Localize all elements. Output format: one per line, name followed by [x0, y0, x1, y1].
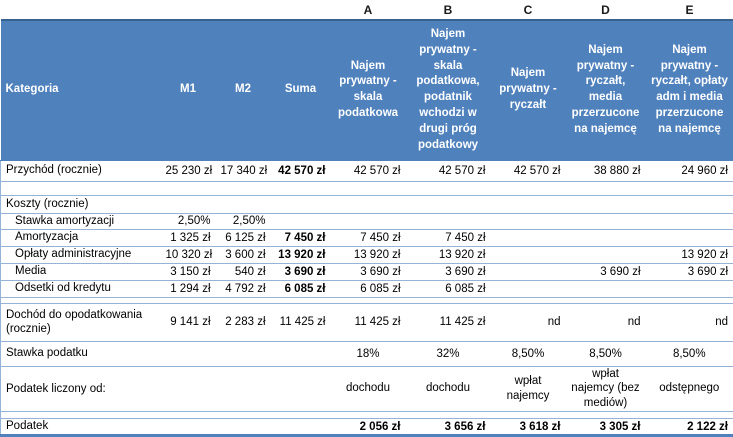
table-row-oplaty-administracyjne [1, 246, 733, 263]
cell-podatek-suma[interactable] [271, 419, 331, 436]
cell-stawka-amortyzacji-c[interactable] [491, 213, 566, 229]
cell-podatek-liczony-od-a[interactable]: dochodu [331, 366, 406, 412]
cell-stawka-podatku-a[interactable]: 18% [331, 341, 406, 366]
cell-koszty-c[interactable] [491, 195, 566, 213]
cell-stawka-podatku-b[interactable]: 32% [406, 341, 491, 366]
cell-odsetki-od-kredytu-b[interactable]: 6 085 zł [406, 280, 491, 297]
header-suma[interactable]: Suma [271, 20, 331, 160]
header-scenario-d[interactable]: Najem prywatny - ryczałt, media przerzucone na najemcę [566, 20, 646, 160]
cell-dochod-do-opodatkowania-m1[interactable]: 9 141 zł [161, 303, 216, 341]
cell-amortyzacja-d[interactable] [566, 229, 646, 246]
cell-przychod-m1[interactable]: 25 230 zł [161, 160, 216, 181]
cell-podatek-liczony-od-b[interactable]: dochodu [406, 366, 491, 412]
cell-podatek-a[interactable]: 2 056 zł [331, 419, 406, 436]
header-scenario-b[interactable]: Najem prywatny - skala podatkowa, podatnik wchodzi w drugi próg podatkowy [406, 20, 491, 160]
cell-odsetki-od-kredytu-suma[interactable]: 6 085 zł [271, 280, 331, 297]
table-row-podatek [1, 419, 733, 436]
table-row-spacer-3 [1, 412, 733, 419]
cell-koszty-suma[interactable] [271, 195, 331, 213]
cell-amortyzacja-m1[interactable]: 1 325 zł [161, 229, 216, 246]
row-label-amortyzacja[interactable]: Amortyzacja [1, 229, 161, 246]
cell-dochod-do-opodatkowania-b[interactable]: 11 425 zł [406, 303, 491, 341]
table-row-dochod-do-opodatkowania [1, 303, 733, 341]
cell-koszty-m2[interactable] [216, 195, 271, 213]
row-label-przychod[interactable]: Przychód (rocznie) [1, 160, 161, 181]
cell-koszty-d[interactable] [566, 195, 646, 213]
column-letters-row [1, 0, 733, 20]
cell-stawka-podatku-d[interactable]: 8,50% [566, 341, 646, 366]
empty-cell-spacer-1-4[interactable] [331, 181, 406, 195]
cell-podatek-b[interactable]: 3 656 zł [406, 419, 491, 436]
header-scenario-a[interactable]: Najem prywatny - skala podatkowa [331, 20, 406, 160]
empty-cell-spacer-3-3[interactable] [271, 412, 331, 419]
cell-media-m2[interactable]: 540 zł [216, 263, 271, 280]
empty-cell-spacer-1-3[interactable] [271, 181, 331, 195]
empty-cell-spacer-3-5[interactable] [406, 412, 491, 419]
cell-przychod-m2[interactable]: 17 340 zł [216, 160, 271, 181]
cell-media-suma[interactable]: 3 690 zł [271, 263, 331, 280]
column-letter-e[interactable]: E [646, 0, 733, 20]
column-letter-d[interactable]: D [566, 0, 646, 20]
row-label-oplaty-administracyjne[interactable]: Opłaty administracyjne [1, 246, 161, 263]
table-row-stawka-podatku [1, 341, 733, 366]
header-m2[interactable]: M2 [216, 20, 271, 160]
cell-podatek-m1[interactable] [161, 419, 216, 436]
empty-cell-spacer-3-0[interactable] [1, 412, 161, 419]
empty-cell-spacer-1-0[interactable] [1, 181, 161, 195]
empty-cell-spacer-3-7[interactable] [566, 412, 646, 419]
cell-stawka-podatku-c[interactable]: 8,50% [491, 341, 566, 366]
cell-amortyzacja-a[interactable]: 7 450 zł [331, 229, 406, 246]
cell-amortyzacja-m2[interactable]: 6 125 zł [216, 229, 271, 246]
cell-koszty-b[interactable] [406, 195, 491, 213]
table-row-media [1, 263, 733, 280]
cell-koszty-a[interactable] [331, 195, 406, 213]
cell-media-a[interactable]: 3 690 zł [331, 263, 406, 280]
empty-cell-spacer-3-4[interactable] [331, 412, 406, 419]
table-header-row [1, 20, 733, 160]
column-letter-spacer [216, 0, 271, 20]
empty-cell-spacer-3-6[interactable] [491, 412, 566, 419]
cell-stawka-amortyzacji-e[interactable] [646, 213, 733, 229]
cell-odsetki-od-kredytu-c[interactable] [491, 280, 566, 297]
cell-stawka-amortyzacji-suma[interactable] [271, 213, 331, 229]
cell-oplaty-administracyjne-d[interactable] [566, 246, 646, 263]
cell-podatek-d[interactable]: 3 305 zł [566, 419, 646, 436]
cell-oplaty-administracyjne-m2[interactable]: 3 600 zł [216, 246, 271, 263]
cell-przychod-a[interactable]: 42 570 zł [331, 160, 406, 181]
cell-przychod-b[interactable]: 42 570 zł [406, 160, 491, 181]
column-letter-spacer [161, 0, 216, 20]
row-label-podatek-liczony-od[interactable]: Podatek liczony od: [1, 366, 161, 412]
cell-stawka-amortyzacji-m1[interactable]: 2,50% [161, 213, 216, 229]
cell-koszty-m1[interactable] [161, 195, 216, 213]
cell-oplaty-administracyjne-a[interactable]: 13 920 zł [331, 246, 406, 263]
cell-amortyzacja-b[interactable]: 7 450 zł [406, 229, 491, 246]
cell-przychod-suma[interactable]: 42 570 zł [271, 160, 331, 181]
cell-stawka-amortyzacji-d[interactable] [566, 213, 646, 229]
cell-odsetki-od-kredytu-m2[interactable]: 4 792 zł [216, 280, 271, 297]
cell-podatek-m2[interactable] [216, 419, 271, 436]
empty-cell-spacer-1-6[interactable] [491, 181, 566, 195]
header-scenario-c[interactable]: Najem prywatny - ryczałt [491, 20, 566, 160]
row-label-stawka-amortyzacji[interactable]: Stawka amortyzacji [1, 213, 161, 229]
cell-amortyzacja-e[interactable] [646, 229, 733, 246]
cell-stawka-podatku-suma[interactable] [271, 341, 331, 366]
cell-stawka-amortyzacji-b[interactable] [406, 213, 491, 229]
cell-przychod-e[interactable]: 24 960 zł [646, 160, 733, 181]
cell-stawka-podatku-e[interactable]: 8,50% [646, 341, 733, 366]
empty-cell-spacer-3-2[interactable] [216, 412, 271, 419]
cell-amortyzacja-c[interactable] [491, 229, 566, 246]
row-label-koszty[interactable]: Koszty (rocznie) [1, 195, 161, 213]
cell-oplaty-administracyjne-b[interactable]: 13 920 zł [406, 246, 491, 263]
cell-oplaty-administracyjne-e[interactable]: 13 920 zł [646, 246, 733, 263]
cell-dochod-do-opodatkowania-a[interactable]: 11 425 zł [331, 303, 406, 341]
table-row-odsetki-od-kredytu [1, 280, 733, 297]
cell-oplaty-administracyjne-suma[interactable]: 13 920 zł [271, 246, 331, 263]
cell-przychod-c[interactable]: 42 570 zł [491, 160, 566, 181]
cell-dochod-do-opodatkowania-e[interactable]: nd [646, 303, 733, 341]
table-row-spacer-1 [1, 181, 733, 195]
cell-podatek-liczony-od-m1[interactable] [161, 366, 216, 412]
column-letter-c[interactable]: C [491, 0, 566, 20]
cell-dochod-do-opodatkowania-c[interactable]: nd [491, 303, 566, 341]
cell-stawka-amortyzacji-a[interactable] [331, 213, 406, 229]
cell-odsetki-od-kredytu-m1[interactable]: 1 294 zł [161, 280, 216, 297]
cell-podatek-liczony-od-m2[interactable] [216, 366, 271, 412]
cell-koszty-e[interactable] [646, 195, 733, 213]
column-letter-b[interactable]: B [406, 0, 491, 20]
table-row-koszty [1, 195, 733, 213]
header-scenario-e[interactable]: Najem prywatny - ryczałt, opłaty adm i media przerzucone na najemcę [646, 20, 733, 160]
cell-media-m1[interactable]: 3 150 zł [161, 263, 216, 280]
row-label-stawka-podatku[interactable]: Stawka podatku [1, 341, 161, 366]
empty-cell-spacer-3-8[interactable] [646, 412, 733, 419]
cell-dochod-do-opodatkowania-suma[interactable]: 11 425 zł [271, 303, 331, 341]
empty-cell-spacer-1-7[interactable] [566, 181, 646, 195]
row-label-dochod-do-opodatkowania[interactable]: Dochód do opodatkowania (rocznie) [1, 303, 161, 341]
empty-cell-spacer-1-2[interactable] [216, 181, 271, 195]
table-body [1, 160, 733, 436]
cell-media-b[interactable]: 3 690 zł [406, 263, 491, 280]
cell-stawka-podatku-m1[interactable] [161, 341, 216, 366]
cell-media-c[interactable] [491, 263, 566, 280]
cell-przychod-d[interactable]: 38 880 zł [566, 160, 646, 181]
cell-dochod-do-opodatkowania-m2[interactable]: 2 283 zł [216, 303, 271, 341]
cell-dochod-do-opodatkowania-d[interactable]: nd [566, 303, 646, 341]
empty-cell-spacer-1-5[interactable] [406, 181, 491, 195]
column-letter-spacer [271, 0, 331, 20]
row-label-media[interactable]: Media [1, 263, 161, 280]
table-row-podatek-liczony-od [1, 366, 733, 412]
cell-podatek-liczony-od-c[interactable]: wpłat najemcy [491, 366, 566, 412]
cell-odsetki-od-kredytu-d[interactable] [566, 280, 646, 297]
cell-odsetki-od-kredytu-a[interactable]: 6 085 zł [331, 280, 406, 297]
table-row-stawka-amortyzacji [1, 213, 733, 229]
cell-podatek-liczony-od-e[interactable]: odstępnego [646, 366, 733, 412]
cell-podatek-liczony-od-d[interactable]: wpłat najemcy (bez mediów) [566, 366, 646, 412]
cell-stawka-amortyzacji-m2[interactable]: 2,50% [216, 213, 271, 229]
column-letter-spacer [1, 0, 161, 20]
empty-cell-spacer-1-8[interactable] [646, 181, 733, 195]
cell-media-d[interactable]: 3 690 zł [566, 263, 646, 280]
empty-cell-spacer-1-1[interactable] [161, 181, 216, 195]
column-letter-a[interactable]: A [331, 0, 406, 20]
cell-podatek-c[interactable]: 3 618 zł [491, 419, 566, 436]
cell-media-e[interactable]: 3 690 zł [646, 263, 733, 280]
cell-amortyzacja-suma[interactable]: 7 450 zł [271, 229, 331, 246]
row-label-odsetki-od-kredytu[interactable]: Odsetki od kredytu [1, 280, 161, 297]
header-m1[interactable]: M1 [161, 20, 216, 160]
cell-oplaty-administracyjne-m1[interactable]: 10 320 zł [161, 246, 216, 263]
cell-stawka-podatku-m2[interactable] [216, 341, 271, 366]
empty-cell-spacer-3-1[interactable] [161, 412, 216, 419]
cell-podatek-liczony-od-suma[interactable] [271, 366, 331, 412]
cell-podatek-e[interactable]: 2 122 zł [646, 419, 733, 436]
cell-oplaty-administracyjne-c[interactable] [491, 246, 566, 263]
cell-odsetki-od-kredytu-e[interactable] [646, 280, 733, 297]
row-label-podatek[interactable]: Podatek [1, 419, 161, 436]
header-kategoria[interactable]: Kategoria [1, 20, 161, 160]
table-row-przychod [1, 160, 733, 181]
table-row-amortyzacja [1, 229, 733, 246]
